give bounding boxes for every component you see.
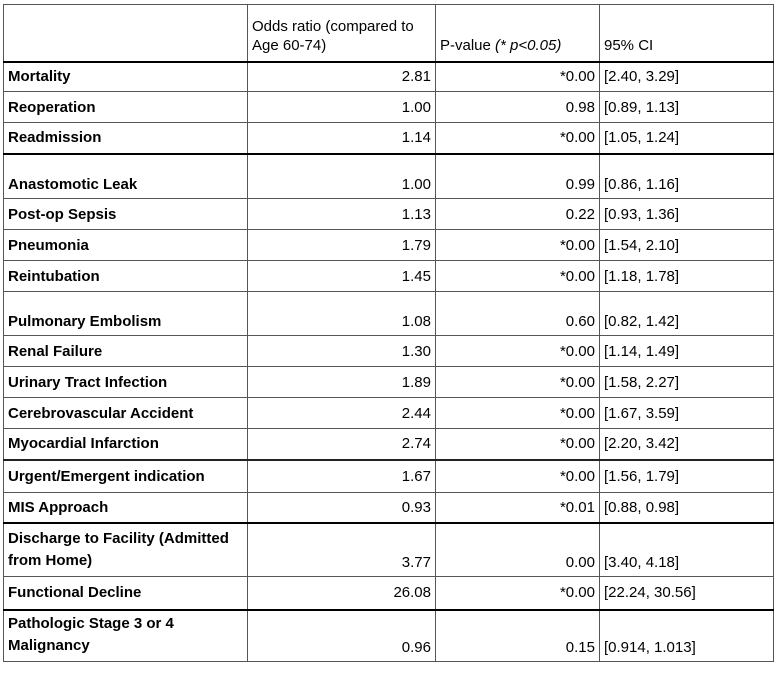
odds-ratio-value: 1.00: [248, 92, 436, 123]
ci-value: [2.40, 3.29]: [600, 62, 774, 92]
p-value: *0.00: [436, 367, 600, 398]
row-label: Discharge to Facility (Admitted from Home): [4, 523, 248, 577]
row-label: Functional Decline: [4, 577, 248, 610]
p-value: *0.00: [436, 261, 600, 292]
table-row: [4, 460, 774, 493]
ci-value: [0.86, 1.16]: [600, 154, 774, 199]
ci-value: [0.93, 1.36]: [600, 199, 774, 230]
p-value: *0.00: [436, 336, 600, 367]
ci-value: [1.58, 2.27]: [600, 367, 774, 398]
odds-ratio-value: 1.79: [248, 230, 436, 261]
header-p-value: [436, 5, 600, 62]
header-odds-ratio: Odds ratio (compared to Age 60-74): [248, 5, 436, 62]
p-value: 0.98: [436, 92, 600, 123]
odds-ratio-value: 26.08: [248, 577, 436, 610]
table-row: [4, 154, 774, 199]
row-label: Urgent/Emergent indication: [4, 460, 248, 493]
row-label: Reintubation: [4, 261, 248, 292]
header-p-value-note: (* p<0.05): [495, 36, 562, 54]
odds-ratio-value: 1.08: [248, 292, 436, 336]
table-row: [4, 261, 774, 292]
ci-value: [0.82, 1.42]: [600, 292, 774, 336]
row-label: Anastomotic Leak: [4, 154, 248, 199]
odds-ratio-value: 1.89: [248, 367, 436, 398]
p-value: 0.99: [436, 154, 600, 199]
odds-ratio-value: 0.96: [248, 610, 436, 662]
ci-value: [22.24, 30.56]: [600, 577, 774, 610]
row-label: Pathologic Stage 3 or 4 Malignancy: [4, 610, 248, 662]
odds-ratio-value: 2.81: [248, 62, 436, 92]
table-row: [4, 123, 774, 154]
ci-value: [0.88, 0.98]: [600, 493, 774, 523]
row-label: Pneumonia: [4, 230, 248, 261]
header-row: [4, 5, 774, 62]
table-row: [4, 292, 774, 336]
odds-ratio-value: 1.45: [248, 261, 436, 292]
row-label: Readmission: [4, 123, 248, 154]
ci-value: [2.20, 3.42]: [600, 429, 774, 460]
ci-value: [1.56, 1.79]: [600, 460, 774, 493]
header-ci: 95% CI: [600, 5, 774, 62]
header-outcome: [4, 5, 248, 62]
p-value: 0.15: [436, 610, 600, 662]
table-row: [4, 336, 774, 367]
table-row: [4, 230, 774, 261]
row-label: Pulmonary Embolism: [4, 292, 248, 336]
odds-ratio-value: 2.74: [248, 429, 436, 460]
p-value: *0.00: [436, 62, 600, 92]
ci-value: [0.89, 1.13]: [600, 92, 774, 123]
table-row: [4, 62, 774, 92]
ci-value: [1.05, 1.24]: [600, 123, 774, 154]
table-row: [4, 523, 774, 577]
table-row: [4, 398, 774, 429]
odds-ratio-value: 3.77: [248, 523, 436, 577]
odds-ratio-value: 1.14: [248, 123, 436, 154]
header-p-value-label: P-value: [440, 36, 496, 54]
ci-value: [0.914, 1.013]: [600, 610, 774, 662]
row-label: Urinary Tract Infection: [4, 367, 248, 398]
ci-value: [1.18, 1.78]: [600, 261, 774, 292]
p-value: *0.00: [436, 123, 600, 154]
row-label: Myocardial Infarction: [4, 429, 248, 460]
row-label: Mortality: [4, 62, 248, 92]
p-value: *0.00: [436, 429, 600, 460]
row-label: Cerebrovascular Accident: [4, 398, 248, 429]
p-value: *0.01: [436, 493, 600, 523]
odds-ratio-value: 2.44: [248, 398, 436, 429]
ci-value: [1.54, 2.10]: [600, 230, 774, 261]
table-row: [4, 493, 774, 523]
table-row: [4, 92, 774, 123]
odds-ratio-value: 0.93: [248, 493, 436, 523]
table-row: [4, 577, 774, 610]
p-value: *0.00: [436, 460, 600, 493]
p-value: 0.22: [436, 199, 600, 230]
row-label: Reoperation: [4, 92, 248, 123]
ci-value: [3.40, 4.18]: [600, 523, 774, 577]
table-row: [4, 367, 774, 398]
row-label: Post-op Sepsis: [4, 199, 248, 230]
row-label: Renal Failure: [4, 336, 248, 367]
table-row: [4, 429, 774, 460]
odds-ratio-value: 1.00: [248, 154, 436, 199]
p-value: *0.00: [436, 230, 600, 261]
p-value: 0.00: [436, 523, 600, 577]
p-value: *0.00: [436, 398, 600, 429]
odds-ratio-value: 1.67: [248, 460, 436, 493]
table-row: [4, 610, 774, 662]
row-label: MIS Approach: [4, 493, 248, 523]
p-value: *0.00: [436, 577, 600, 610]
odds-ratio-value: 1.30: [248, 336, 436, 367]
ci-value: [1.67, 3.59]: [600, 398, 774, 429]
odds-ratio-table: [3, 4, 774, 662]
ci-value: [1.14, 1.49]: [600, 336, 774, 367]
odds-ratio-value: 1.13: [248, 199, 436, 230]
p-value: 0.60: [436, 292, 600, 336]
table-row: [4, 199, 774, 230]
